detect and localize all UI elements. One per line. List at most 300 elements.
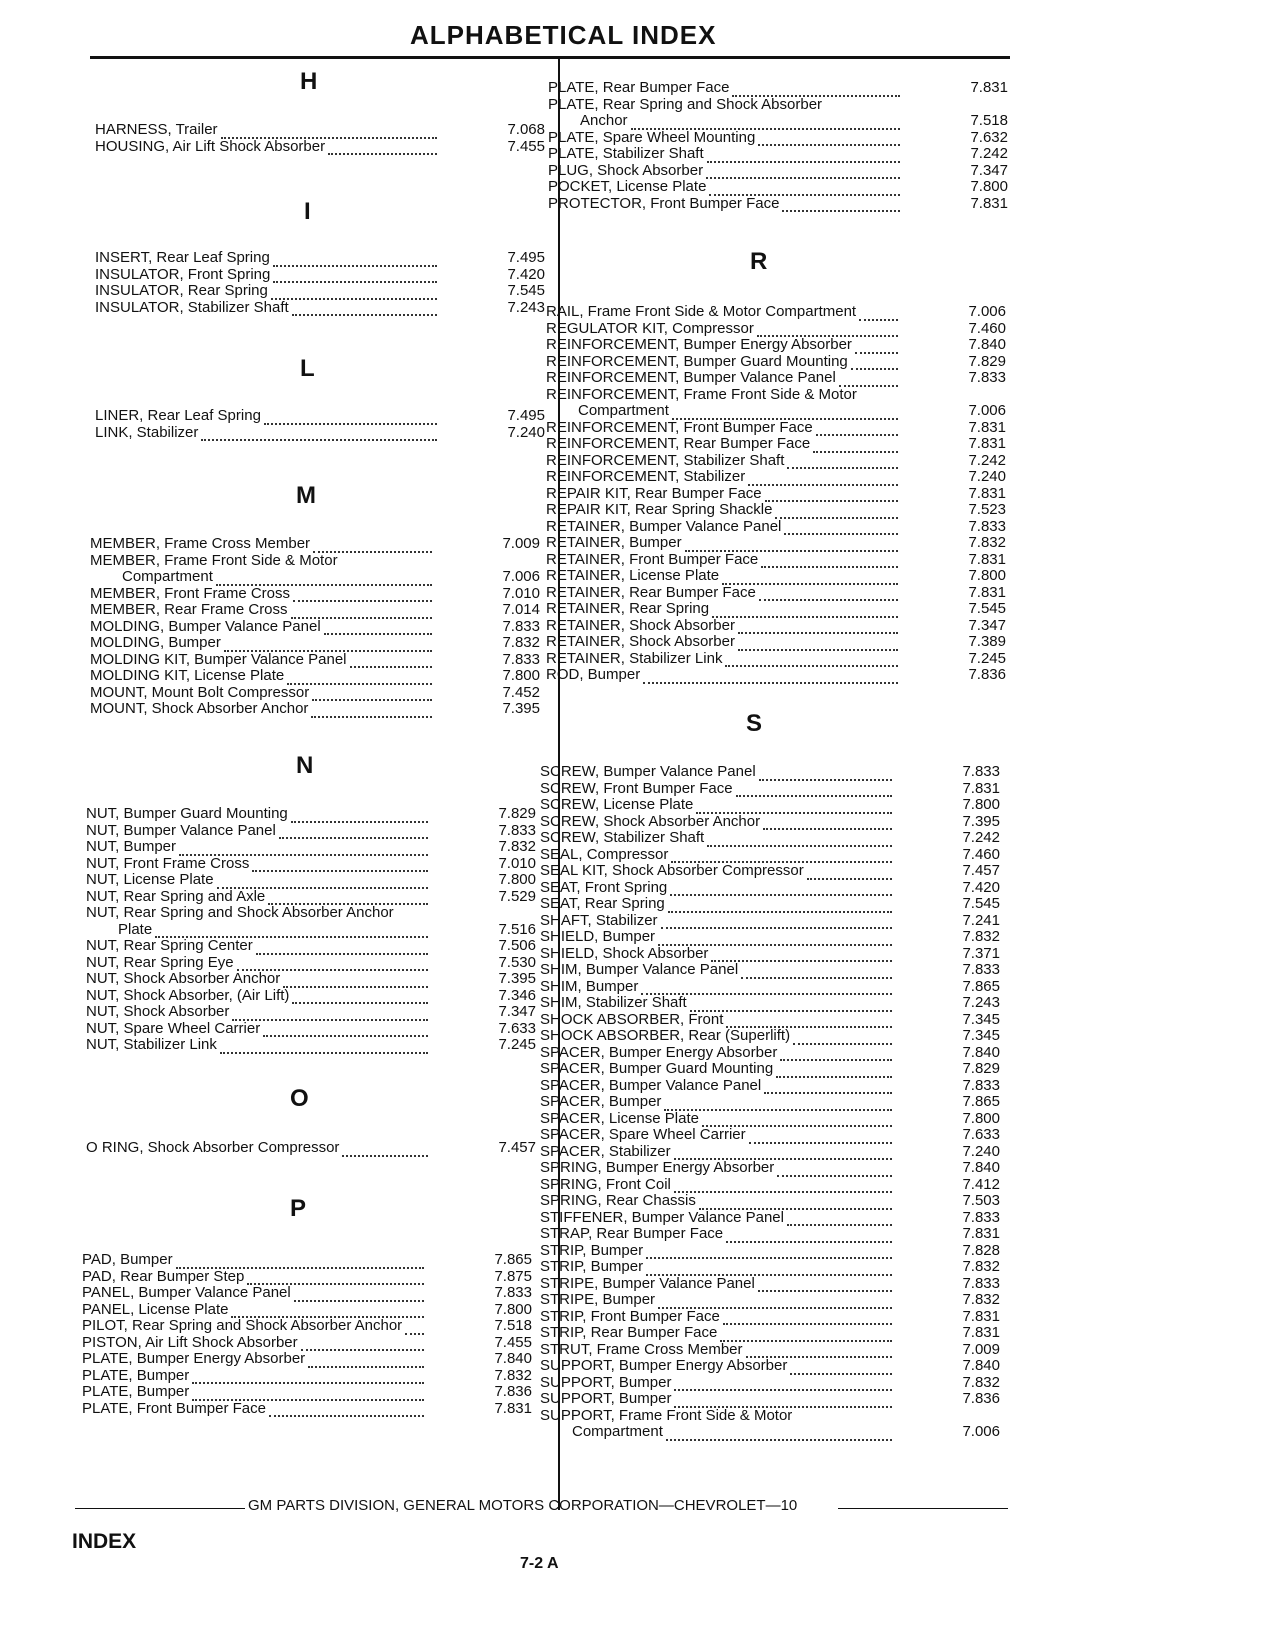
entry-section-number: 7.800 xyxy=(962,796,1000,813)
section-letter: M xyxy=(296,482,316,509)
entry-name: MOLDING, Bumper xyxy=(90,634,221,651)
dot-leader xyxy=(749,1130,892,1144)
index-entry xyxy=(86,839,536,856)
index-entry xyxy=(95,122,545,139)
entry-name: LINER, Rear Leaf Spring xyxy=(95,407,261,424)
index-entry xyxy=(540,1342,1000,1359)
entry-name: STRAP, Rear Bumper Face xyxy=(540,1225,724,1242)
index-entry xyxy=(540,1127,1000,1144)
entry-name: INSULATOR, Stabilizer Shaft xyxy=(95,298,289,316)
entry-section-number: 7.833 xyxy=(968,517,1006,535)
entry-section-number: 7.068 xyxy=(507,121,545,138)
index-entry-list xyxy=(548,80,1008,212)
index-entry xyxy=(540,995,1000,1012)
entry-name: REPAIR KIT, Rear Spring Shackle xyxy=(546,501,773,518)
entry-name: REINFORCEMENT, Bumper Guard Mounting xyxy=(546,352,848,370)
index-entry xyxy=(540,830,1000,847)
dot-leader xyxy=(271,286,437,300)
entry-name: REINFORCEMENT, Frame Front Side & Motor xyxy=(546,385,857,403)
dot-leader xyxy=(787,1212,892,1226)
entry-section-number: 7.832 xyxy=(502,634,540,651)
dot-leader xyxy=(231,1304,424,1318)
index-entry xyxy=(546,568,1006,585)
index-entry xyxy=(546,486,1006,503)
index-entry xyxy=(540,1424,1000,1441)
dot-leader xyxy=(405,1321,424,1335)
entry-name: REINFORCEMENT, Stabilizer xyxy=(546,468,746,485)
entry-section-number: 7.833 xyxy=(962,763,1000,780)
index-entry xyxy=(90,635,540,652)
entry-section-number: 7.523 xyxy=(968,501,1006,518)
entry-section-number: 7.833 xyxy=(498,821,536,839)
index-entry xyxy=(95,408,545,425)
entry-name: NUT, Stabilizer Link xyxy=(86,1036,217,1053)
dot-leader xyxy=(775,505,898,519)
index-entry xyxy=(90,569,540,586)
entry-name: SUPPORT, Frame Front Side & Motor xyxy=(540,1406,793,1424)
entry-name: ROD, Bumper xyxy=(546,666,641,683)
entry-name: INSERT, Rear Leaf Spring xyxy=(95,249,270,266)
entry-name: SCREW, License Plate xyxy=(540,796,694,813)
entry-section-number: 7.518 xyxy=(494,1317,532,1334)
index-entry xyxy=(548,146,1008,163)
entry-name: SEAL, Compressor xyxy=(540,845,669,863)
entry-section-number: 7.545 xyxy=(507,282,545,299)
entry-name: SPACER, Bumper Guard Mounting xyxy=(540,1060,774,1077)
dot-leader xyxy=(757,323,898,337)
index-entry xyxy=(95,267,545,284)
dot-leader xyxy=(291,605,432,619)
entry-section-number: 7.245 xyxy=(968,649,1006,667)
dot-leader xyxy=(763,816,892,830)
entry-section-number: 7.800 xyxy=(502,667,540,684)
entry-section-number: 7.832 xyxy=(968,534,1006,551)
index-entry xyxy=(540,1045,1000,1062)
entry-section-number: 7.243 xyxy=(962,994,1000,1011)
dot-leader xyxy=(726,1229,892,1243)
index-entry xyxy=(540,1259,1000,1276)
entry-section-number: 7.395 xyxy=(962,812,1000,830)
dot-leader xyxy=(658,1295,892,1309)
entry-name: NUT, Rear Spring Eye xyxy=(86,953,234,971)
dot-leader xyxy=(859,307,898,321)
entry-section-number: 7.006 xyxy=(502,568,540,585)
entry-name: STRIPE, Bumper xyxy=(540,1291,656,1308)
dot-leader xyxy=(292,302,437,316)
index-entry xyxy=(546,585,1006,602)
entry-section-number: 7.506 xyxy=(498,937,536,954)
entry-section-number: 7.832 xyxy=(498,838,536,855)
index-entry xyxy=(546,403,1006,420)
section-letter: N xyxy=(296,752,314,779)
index-entry xyxy=(86,955,536,972)
entry-name: Compartment xyxy=(578,402,669,419)
entry-section-number: 7.347 xyxy=(968,616,1006,634)
index-entry xyxy=(540,1408,1000,1425)
dot-leader xyxy=(813,439,898,453)
index-entry xyxy=(546,304,1006,321)
index-entry xyxy=(86,1140,536,1157)
entry-name: REINFORCEMENT, Rear Bumper Face xyxy=(546,435,811,452)
index-entry xyxy=(540,880,1000,897)
entry-section-number: 7.009 xyxy=(502,535,540,552)
index-entry xyxy=(540,781,1000,798)
entry-section-number: 7.833 xyxy=(962,1076,1000,1094)
dot-leader xyxy=(283,974,428,988)
footer-index-label: INDEX xyxy=(72,1530,137,1553)
index-entry xyxy=(86,823,536,840)
entry-section-number: 7.800 xyxy=(962,1109,1000,1127)
dot-leader xyxy=(807,866,892,880)
dot-leader xyxy=(247,1271,424,1285)
dot-leader xyxy=(793,1031,892,1045)
index-entry xyxy=(95,250,545,267)
section-letter: O xyxy=(290,1085,309,1112)
entry-section-number: 7.831 xyxy=(970,79,1008,96)
dot-leader xyxy=(790,1361,892,1375)
entry-section-number: 7.347 xyxy=(970,161,1008,179)
entry-name: PILOT, Rear Spring and Shock Absorber Anchor xyxy=(82,1317,403,1334)
dot-leader xyxy=(273,269,437,283)
entry-name: MEMBER, Front Frame Cross xyxy=(90,584,291,602)
entry-section-number: 7.347 xyxy=(498,1003,536,1020)
entry-section-number: 7.831 xyxy=(962,779,1000,797)
index-entry xyxy=(90,536,540,553)
entry-name: RETAINER, Rear Bumper Face xyxy=(546,583,756,601)
entry-name: PLATE, Spare Wheel Mounting xyxy=(548,128,756,146)
entry-name: Compartment xyxy=(122,568,213,585)
index-entry-list xyxy=(86,806,536,1054)
dot-leader xyxy=(664,1097,892,1111)
entry-name: NUT, Shock Absorber Anchor xyxy=(86,970,281,987)
dot-leader xyxy=(764,1080,892,1094)
index-entry xyxy=(86,856,536,873)
entry-section-number: 7.006 xyxy=(962,1423,1000,1440)
entry-name: SPRING, Bumper Energy Absorber xyxy=(540,1159,775,1176)
index-entry xyxy=(86,988,536,1005)
entry-name: SEAT, Rear Spring xyxy=(540,895,665,912)
index-entry xyxy=(540,814,1000,831)
entry-section-number: 7.010 xyxy=(502,584,540,602)
entry-section-number: 7.875 xyxy=(494,1267,532,1285)
entry-section-number: 7.831 xyxy=(968,583,1006,601)
entry-section-number: 7.840 xyxy=(968,336,1006,353)
index-entry xyxy=(546,354,1006,371)
entry-section-number: 7.412 xyxy=(962,1175,1000,1193)
entry-name: SHIM, Bumper xyxy=(540,977,639,995)
index-entry xyxy=(540,847,1000,864)
dot-leader xyxy=(661,915,892,929)
entry-section-number: 7.831 xyxy=(962,1307,1000,1325)
entry-name: NUT, Shock Absorber, (Air Lift) xyxy=(86,986,290,1004)
dot-leader xyxy=(201,427,437,441)
section-letter: R xyxy=(750,248,768,275)
index-entry xyxy=(546,618,1006,635)
entry-section-number: 7.831 xyxy=(494,1399,532,1417)
dot-leader xyxy=(312,687,432,701)
page-number: 7-2 A xyxy=(520,1555,559,1572)
dot-leader xyxy=(746,1344,892,1358)
entry-section-number: 7.455 xyxy=(507,137,545,155)
entry-name: SHOCK ABSORBER, Rear (Superlift) xyxy=(540,1027,791,1044)
dot-leader xyxy=(291,809,428,823)
index-entry xyxy=(548,80,1008,97)
dot-leader xyxy=(782,198,900,212)
section-letter: I xyxy=(304,198,311,225)
entry-section-number: 7.633 xyxy=(962,1126,1000,1143)
dot-leader xyxy=(179,842,428,856)
entry-name: NUT, Front Frame Cross xyxy=(86,854,250,872)
index-entry xyxy=(82,1285,532,1302)
entry-name: RETAINER, Front Bumper Face xyxy=(546,550,759,568)
dot-leader xyxy=(851,356,898,370)
entry-section-number: 7.389 xyxy=(968,633,1006,650)
index-entry-list xyxy=(540,764,1000,1441)
entry-name: NUT, Shock Absorber xyxy=(86,1003,230,1020)
index-entry xyxy=(540,1276,1000,1293)
index-entry xyxy=(548,163,1008,180)
section-letter: H xyxy=(300,68,318,95)
dot-leader xyxy=(155,924,428,938)
entry-section-number: 7.831 xyxy=(968,484,1006,502)
index-entry xyxy=(82,1318,532,1335)
index-entry xyxy=(540,1111,1000,1128)
dot-leader xyxy=(273,253,437,267)
entry-section-number: 7.836 xyxy=(494,1383,532,1400)
entry-name: SCREW, Front Bumper Face xyxy=(540,779,733,797)
entry-name: RAIL, Frame Front Side & Motor Compartment xyxy=(546,303,857,320)
entry-section-number: 7.800 xyxy=(968,567,1006,584)
entry-section-number: 7.836 xyxy=(962,1390,1000,1407)
entry-name: SHIELD, Shock Absorber xyxy=(540,944,709,962)
index-entry xyxy=(546,651,1006,668)
entry-name: RETAINER, License Plate xyxy=(546,567,720,584)
index-entry xyxy=(540,1325,1000,1342)
dot-leader xyxy=(237,957,428,971)
dot-leader xyxy=(795,1412,892,1424)
index-entry xyxy=(540,764,1000,781)
dot-leader xyxy=(758,132,900,146)
index-entry xyxy=(86,889,536,906)
entry-name: HOUSING, Air Lift Shock Absorber xyxy=(95,137,326,155)
index-entry xyxy=(540,1144,1000,1161)
entry-name: SHIM, Bumper Valance Panel xyxy=(540,961,739,978)
dot-leader xyxy=(646,1262,892,1276)
index-entry xyxy=(82,1252,532,1269)
dot-leader xyxy=(855,340,898,354)
entry-name: MOLDING KIT, Bumper Valance Panel xyxy=(90,650,347,668)
entry-section-number: 7.865 xyxy=(962,977,1000,995)
dot-leader xyxy=(397,910,428,922)
dot-leader xyxy=(816,422,898,436)
dot-leader xyxy=(308,1354,424,1368)
dot-leader xyxy=(748,472,898,486)
entry-name: HARNESS, Trailer xyxy=(95,121,218,138)
entry-section-number: 7.829 xyxy=(962,1060,1000,1077)
entry-section-number: 7.833 xyxy=(962,961,1000,978)
entry-section-number: 7.832 xyxy=(962,1373,1000,1391)
entry-section-number: 7.395 xyxy=(498,970,536,987)
entry-name: NUT, Bumper xyxy=(86,838,177,855)
entry-name: SHIM, Stabilizer Shaft xyxy=(540,994,687,1011)
entry-section-number: 7.242 xyxy=(970,145,1008,162)
dot-leader xyxy=(758,1278,892,1292)
index-entry xyxy=(95,283,545,300)
index-entry xyxy=(540,1061,1000,1078)
dot-leader xyxy=(668,899,892,913)
entry-name: O RING, Shock Absorber Compressor xyxy=(86,1139,340,1156)
index-entry xyxy=(540,979,1000,996)
entry-name: SPACER, Spare Wheel Carrier xyxy=(540,1126,746,1143)
index-entry xyxy=(548,113,1008,130)
dot-leader xyxy=(759,587,898,601)
entry-section-number: 7.495 xyxy=(507,407,545,424)
entry-section-number: 7.545 xyxy=(968,600,1006,617)
footer-division-text: GM PARTS DIVISION, GENERAL MOTORS CORPORATION—CHEVROLET—10 xyxy=(248,1497,798,1514)
index-entry-list xyxy=(95,250,545,316)
dot-leader xyxy=(192,1370,424,1384)
index-entry xyxy=(90,602,540,619)
index-entry xyxy=(82,1351,532,1368)
entry-section-number: 7.831 xyxy=(962,1324,1000,1341)
entry-name: PISTON, Air Lift Shock Absorber xyxy=(82,1333,298,1351)
dot-leader xyxy=(776,1064,892,1078)
index-entry xyxy=(86,1037,536,1054)
entry-name: POCKET, License Plate xyxy=(548,178,707,195)
section-letter: S xyxy=(746,710,763,737)
entry-name: NUT, Rear Spring and Shock Absorber Anchor xyxy=(86,904,394,921)
dot-leader xyxy=(666,1427,892,1441)
entry-section-number: 7.833 xyxy=(968,369,1006,386)
dot-leader xyxy=(328,141,437,155)
entry-section-number: 7.865 xyxy=(494,1251,532,1268)
index-entry xyxy=(546,370,1006,387)
dot-leader xyxy=(217,875,428,889)
dot-leader xyxy=(631,116,900,130)
entry-section-number: 7.800 xyxy=(970,178,1008,195)
entry-section-number: 7.518 xyxy=(970,112,1008,129)
dot-leader xyxy=(232,1007,428,1021)
entry-name: INSULATOR, Rear Spring xyxy=(95,282,268,299)
entry-name: STRIP, Rear Bumper Face xyxy=(540,1324,718,1341)
entry-name: PLATE, Bumper Energy Absorber xyxy=(82,1350,306,1367)
index-entry xyxy=(95,425,545,442)
entry-section-number: 7.831 xyxy=(968,435,1006,452)
index-entry xyxy=(82,1368,532,1385)
dot-leader xyxy=(192,1387,424,1401)
index-entry xyxy=(540,1292,1000,1309)
entry-name: MOUNT, Shock Absorber Anchor xyxy=(90,700,309,717)
dot-leader xyxy=(712,604,898,618)
entry-section-number: 7.014 xyxy=(502,601,540,618)
entry-section-number: 7.457 xyxy=(498,1139,536,1156)
index-entry xyxy=(90,586,540,603)
dot-leader xyxy=(765,488,898,502)
dot-leader xyxy=(839,373,898,387)
index-entry xyxy=(540,962,1000,979)
dot-leader xyxy=(706,165,900,179)
entry-name: MEMBER, Frame Front Side & Motor xyxy=(90,551,338,569)
dot-leader xyxy=(696,800,892,814)
dot-leader xyxy=(643,670,898,684)
dot-leader xyxy=(726,1014,892,1028)
entry-name: SEAT, Front Spring xyxy=(540,878,668,896)
index-entry xyxy=(86,922,536,939)
dot-leader xyxy=(301,1337,424,1351)
entry-name: STRUT, Frame Cross Member xyxy=(540,1340,743,1358)
index-entry xyxy=(540,1309,1000,1326)
dot-leader xyxy=(674,1146,892,1160)
entry-name: PLATE, Rear Spring and Shock Absorber xyxy=(548,95,823,113)
dot-leader xyxy=(670,882,892,896)
entry-section-number: 7.831 xyxy=(970,194,1008,212)
entry-section-number: 7.828 xyxy=(962,1241,1000,1259)
dot-leader xyxy=(256,941,428,955)
index-entry xyxy=(546,337,1006,354)
dot-leader xyxy=(777,1163,892,1177)
dot-leader xyxy=(738,637,898,651)
entry-name: REINFORCEMENT, Bumper Valance Panel xyxy=(546,369,836,386)
footer-rule-right xyxy=(838,1508,1008,1509)
entry-section-number: 7.632 xyxy=(970,128,1008,146)
entry-name: MOLDING KIT, License Plate xyxy=(90,667,285,684)
entry-name: SEAL KIT, Shock Absorber Compressor xyxy=(540,862,804,879)
entry-name: RETAINER, Rear Spring xyxy=(546,600,710,617)
entry-name: RETAINER, Bumper Valance Panel xyxy=(546,517,782,535)
dot-leader xyxy=(279,825,428,839)
entry-section-number: 7.452 xyxy=(502,683,540,701)
index-entry-list xyxy=(546,304,1006,684)
entry-section-number: 7.495 xyxy=(507,249,545,266)
dot-leader xyxy=(761,554,898,568)
entry-name: RETAINER, Stabilizer Link xyxy=(546,649,723,667)
entry-section-number: 7.240 xyxy=(507,423,545,441)
index-entry xyxy=(540,1193,1000,1210)
index-entry xyxy=(546,387,1006,404)
entry-name: SUPPORT, Bumper xyxy=(540,1373,672,1391)
dot-leader xyxy=(287,671,432,685)
index-entry xyxy=(546,634,1006,651)
entry-section-number: 7.460 xyxy=(962,845,1000,863)
entry-section-number: 7.832 xyxy=(962,1258,1000,1275)
footer-rule-left xyxy=(75,1508,245,1509)
entry-name: MOUNT, Mount Bolt Compressor xyxy=(90,683,310,701)
index-entry xyxy=(546,502,1006,519)
index-entry xyxy=(86,872,536,889)
entry-name: PANEL, Bumper Valance Panel xyxy=(82,1284,291,1301)
dot-leader xyxy=(292,990,428,1004)
entry-name: SPACER, License Plate xyxy=(540,1109,699,1127)
entry-name: SHIELD, Bumper xyxy=(540,928,656,945)
index-entry xyxy=(82,1335,532,1352)
entry-name: REGULATOR KIT, Compressor xyxy=(546,319,754,337)
entry-section-number: 7.633 xyxy=(498,1019,536,1037)
entry-section-number: 7.833 xyxy=(962,1274,1000,1292)
entry-section-number: 7.243 xyxy=(507,298,545,316)
entry-name: MEMBER, Rear Frame Cross xyxy=(90,601,288,618)
index-entry xyxy=(546,519,1006,536)
entry-section-number: 7.240 xyxy=(962,1142,1000,1160)
index-entry xyxy=(548,97,1008,114)
index-entry-list xyxy=(86,1140,536,1157)
index-entry xyxy=(90,668,540,685)
entry-name: SPRING, Rear Chassis xyxy=(540,1192,696,1209)
dot-leader xyxy=(702,1113,892,1127)
section-letter: P xyxy=(290,1195,307,1222)
dot-leader xyxy=(646,1245,892,1259)
dot-leader xyxy=(780,1047,892,1061)
entry-section-number: 7.831 xyxy=(968,550,1006,568)
